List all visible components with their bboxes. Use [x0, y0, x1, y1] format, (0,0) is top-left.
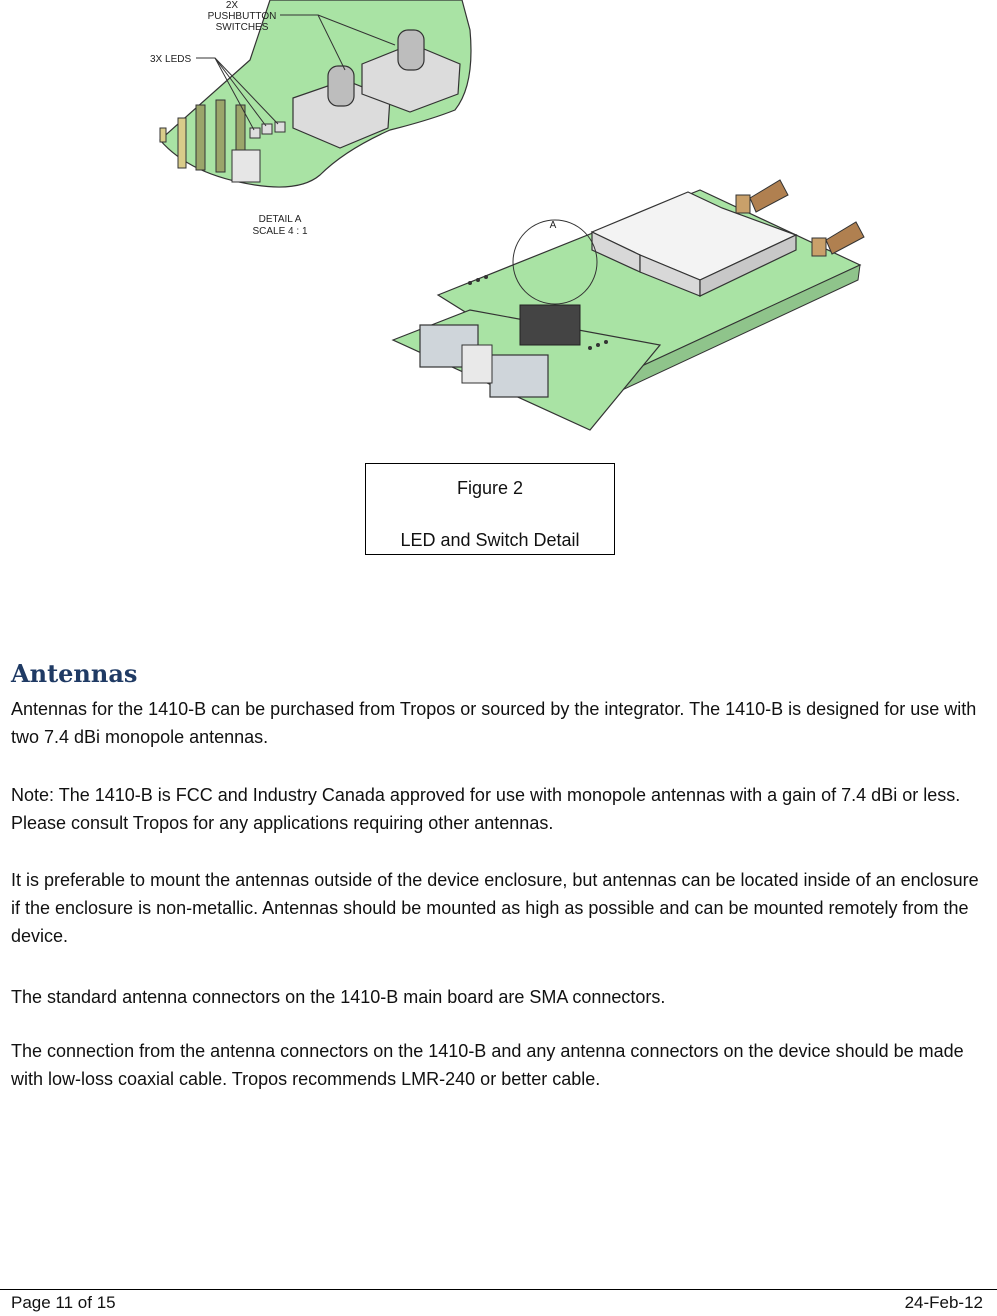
page-number: Page 11 of 15: [11, 1293, 116, 1312]
figure-number: Figure 2: [456, 478, 524, 498]
footer-divider: [0, 1289, 997, 1290]
footer-date: 24-Feb-12: [904, 1293, 983, 1312]
paragraph-1: Antennas for the 1410-B can be purchased from Tropos or sourced by the integrator. The 1410-B is designed for use with two 7.4 dBi monopole antennas.: [11, 699, 977, 747]
board-figure: [0, 0, 997, 440]
figure-title: LED and Switch Detail: [400, 530, 580, 550]
paragraph-5: The connection from the antenna connectors on the 1410-B and any antenna connectors on the device should be made with low-loss coaxial cable. Tropos recommends LMR-240 or better cable.: [11, 1041, 964, 1089]
callout-switches-3: SWITCHES: [215, 22, 269, 33]
callout-switches-2: PUSHBUTTON: [207, 11, 277, 22]
header-connector: [520, 305, 580, 345]
paragraph-2: Note: The 1410-B is FCC and Industry Canada approved for use with monopole antennas with a gain of 7.4 dBi or less. Please consult Tropos for any applications requiring other antennas.: [11, 785, 961, 833]
callout-leds: 3X LEDS: [150, 54, 192, 65]
detail-label-2: SCALE 4 : 1: [252, 226, 308, 237]
callout-switches-1: 2X: [225, 0, 239, 11]
paragraph-4: The standard antenna connectors on the 1410-B main board are SMA connectors.: [11, 987, 666, 1007]
board-illustration: [0, 0, 997, 440]
detail-marker: A: [549, 220, 557, 231]
usb-connector: [462, 345, 492, 383]
detail-label-1: DETAIL A: [258, 214, 302, 225]
paragraph-3: It is preferable to mount the antennas outside of the device enclosure, but antennas can be located inside of an enclosure if the enclosure is non-metallic. Antennas should be mounted as high as possible and can be mounted remotely from the device.: [11, 870, 979, 946]
section-heading: Antennas: [11, 659, 138, 688]
figure-caption: [365, 463, 615, 555]
